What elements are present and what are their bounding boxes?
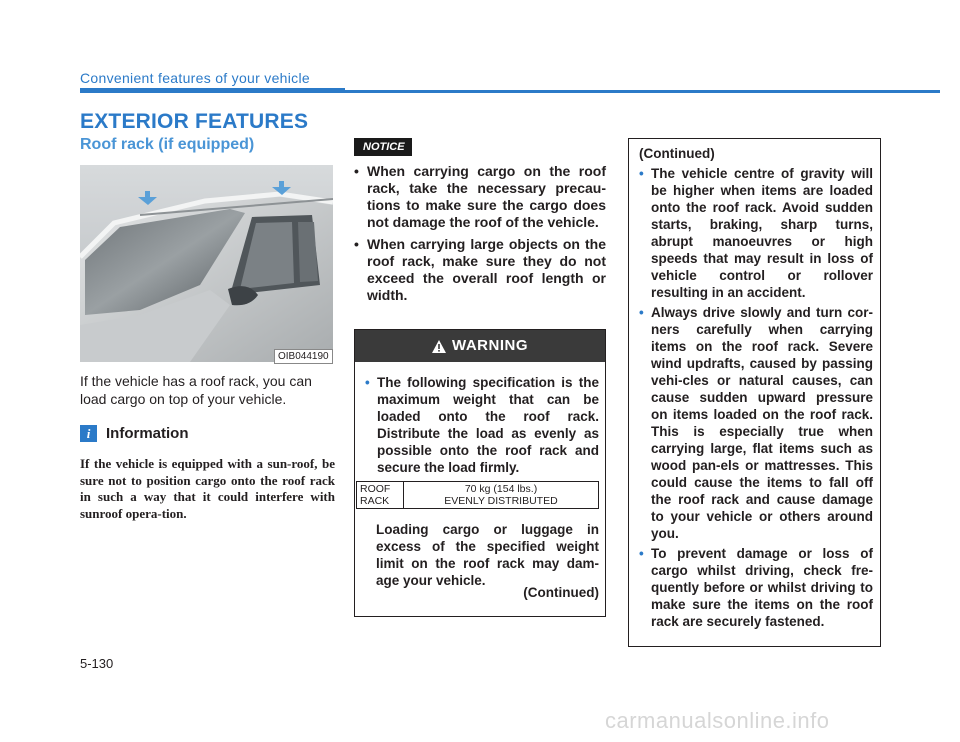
header-title: Convenient features of your vehicle bbox=[80, 70, 310, 86]
info-title: Information bbox=[106, 425, 189, 442]
info-icon: i bbox=[80, 425, 97, 442]
warning-list bbox=[365, 374, 599, 476]
spec-value bbox=[404, 482, 599, 509]
notice-badge: NOTICE bbox=[354, 138, 412, 156]
watermark: carmanualsonline.info bbox=[605, 708, 830, 733]
figure-label: OIB044190 bbox=[274, 349, 333, 364]
spec-table bbox=[356, 481, 599, 509]
continued-item: • The vehicle centre of gravity will be higher when items are loaded onto the roof rack. Avoid sudden starts, braking, sharp turns, abrupt manoeuvres or high speeds that may result in loss of vehicle control or rollover resulting in an accident. bbox=[639, 165, 873, 301]
warning-continued: (Continued) bbox=[523, 585, 599, 600]
spec-value-line1: 70 kg (154 lbs.) bbox=[464, 483, 538, 495]
warning-header bbox=[355, 330, 605, 362]
roof-rack-photo bbox=[80, 165, 333, 362]
section-title: EXTERIOR FEATURES bbox=[80, 110, 309, 133]
continued-list bbox=[639, 165, 873, 633]
header-rule-tab bbox=[80, 88, 345, 93]
continued-item: • To prevent damage or loss of cargo whilst driving, check fre-quently before or whilst driving to make sure the items on the roof rack are securely fastened. bbox=[639, 545, 873, 630]
continued-item: • Always drive slowly and turn cor-ners carefully when carrying items on the roof rack. Severe wind updrafts, caused by passing vehi-cles or natural causes, can cause sudden upward pressure on items loaded on the roof rack. This is especially true when carrying large, flat items such as wood pan-els or mattresses. This could cause the items to fall off the roof rack and cause damage to your vehicle or others around you. bbox=[639, 304, 873, 542]
warning-title: WARNING bbox=[452, 337, 528, 354]
continued-label: (Continued) bbox=[639, 146, 715, 161]
spec-value-line2: EVENLY DISTRIBUTED bbox=[444, 495, 558, 507]
spec-row bbox=[357, 482, 599, 509]
spec-label: ROOF RACK bbox=[357, 482, 404, 509]
page-number: 5-130 bbox=[80, 656, 114, 671]
notice-item: • When carrying large objects on the roof rack, make sure they do not exceed the overall roof length or width. bbox=[354, 236, 606, 304]
notice-list bbox=[354, 163, 606, 309]
warning-paragraph: Loading cargo or luggage in excess of the specified weight limit on the roof rack may dam-age your vehicle. bbox=[376, 522, 599, 588]
warning-item: • The following specification is the maximum weight that can be loaded onto the roof rack. Distribute the load as evenly as possible onto the roof rack and secure the load firmly. bbox=[365, 374, 599, 476]
info-text: If the vehicle is equipped with a sun-roof, be sure not to position cargo onto the roof rack in such a way that it could interfere with sunroof opera-tion. bbox=[80, 456, 335, 521]
intro-text: If the vehicle has a roof rack, you can load cargo on top of your vehicle. bbox=[80, 373, 312, 407]
sub-title: Roof rack (if equipped) bbox=[80, 136, 255, 153]
notice-item: • When carrying cargo on the roof rack, take the necessary precau-tions to make sure the cargo does not damage the roof of the vehicle. bbox=[354, 163, 606, 231]
warning-triangle-icon bbox=[432, 340, 446, 353]
